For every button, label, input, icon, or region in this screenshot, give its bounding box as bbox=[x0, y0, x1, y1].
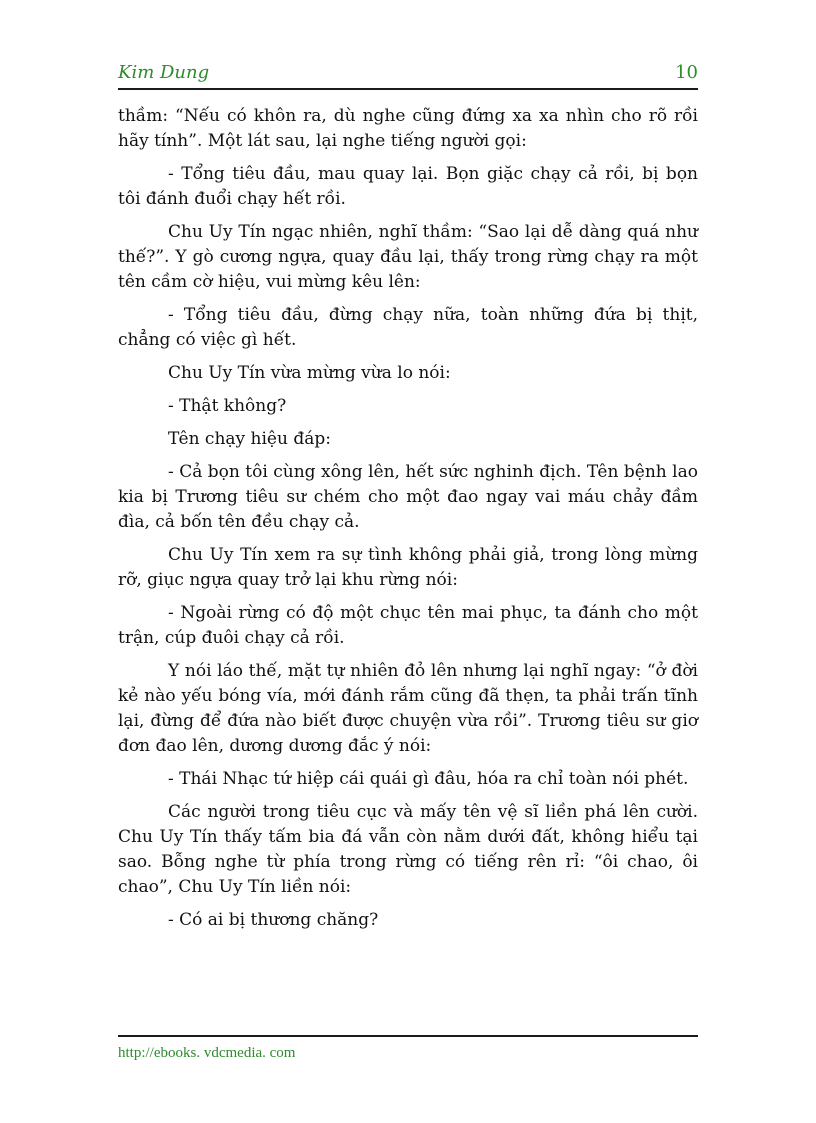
paragraph: Chu Uy Tín xem ra sự tình không phải giả, trong lòng mừng rỡ, giục ngựa quay trở lại khu rừng nói: bbox=[118, 545, 698, 590]
paragraph: - Thật không? bbox=[168, 396, 287, 416]
footer-url-link[interactable]: http://ebooks. vdcmedia. com bbox=[118, 1045, 296, 1061]
footer-divider bbox=[118, 1035, 698, 1037]
paragraph: Chu Uy Tín vừa mừng vừa lo nói: bbox=[168, 363, 451, 383]
paragraph: - Có ai bị thương chăng? bbox=[168, 910, 379, 930]
paragraph: Các người trong tiêu cục và mấy tên vệ sĩ liền phá lên cười. Chu Uy Tín thấy tấm bia đá vẫn còn nằm dưới đất, không hiểu tại sao. Bỗng nghe từ phía trong rừng có tiếng rên rỉ: “ôi chao, ôi chao”, Chu Uy Tín liền nói: bbox=[118, 802, 698, 897]
paragraph: - Thái Nhạc tứ hiệp cái quái gì đâu, hóa ra chỉ toàn nói phét. bbox=[168, 769, 689, 789]
paragraph: Y nói láo thế, mặt tự nhiên đỏ lên nhưng lại nghĩ ngay: “ở đời kẻ nào yếu bóng vía, mới đánh rắm cũng đã thẹn, ta phải trấn tĩnh lại, đừng để đứa nào biết được chuyện vừa rồi”. Trương tiêu sư giơ đơn đao lên, dương dương đắc ý nói: bbox=[118, 661, 698, 756]
paragraph: Tên chạy hiệu đáp: bbox=[168, 429, 331, 449]
paragraph: - Tổng tiêu đầu, đừng chạy nữa, toàn những đứa bị thịt, chẳng có việc gì hết. bbox=[118, 305, 698, 350]
paragraph: - Cả bọn tôi cùng xông lên, hết sức nghinh địch. Tên bệnh lao kia bị Trương tiêu sư chém cho một đao ngay vai máu chảy đầm đìa, cả bốn tên đều chạy cả. bbox=[118, 462, 698, 532]
page-body bbox=[118, 104, 698, 941]
page-header bbox=[118, 62, 698, 90]
paragraph: - Tổng tiêu đầu, mau quay lại. Bọn giặc chạy cả rồi, bị bọn tôi đánh đuổi chạy hết rồi. bbox=[118, 164, 698, 209]
paragraph: - Ngoài rừng có độ một chục tên mai phục, ta đánh cho một trận, cúp đuôi chạy cả rồi. bbox=[118, 603, 698, 648]
paragraph: Chu Uy Tín ngạc nhiên, nghĩ thầm: “Sao lại dễ dàng quá như thế?”. Y gò cương ngựa, quay đầu lại, thấy trong rừng chạy ra một tên cầm cờ hiệu, vui mừng kêu lên: bbox=[118, 222, 698, 292]
page-number: 10 bbox=[675, 62, 698, 83]
book-title: Kim Dung bbox=[118, 62, 210, 83]
paragraph: thầm: “Nếu có khôn ra, dù nghe cũng đứng xa xa nhìn cho rõ rồi hãy tính”. Một lát sau, lại nghe tiếng người gọi: bbox=[118, 106, 698, 151]
